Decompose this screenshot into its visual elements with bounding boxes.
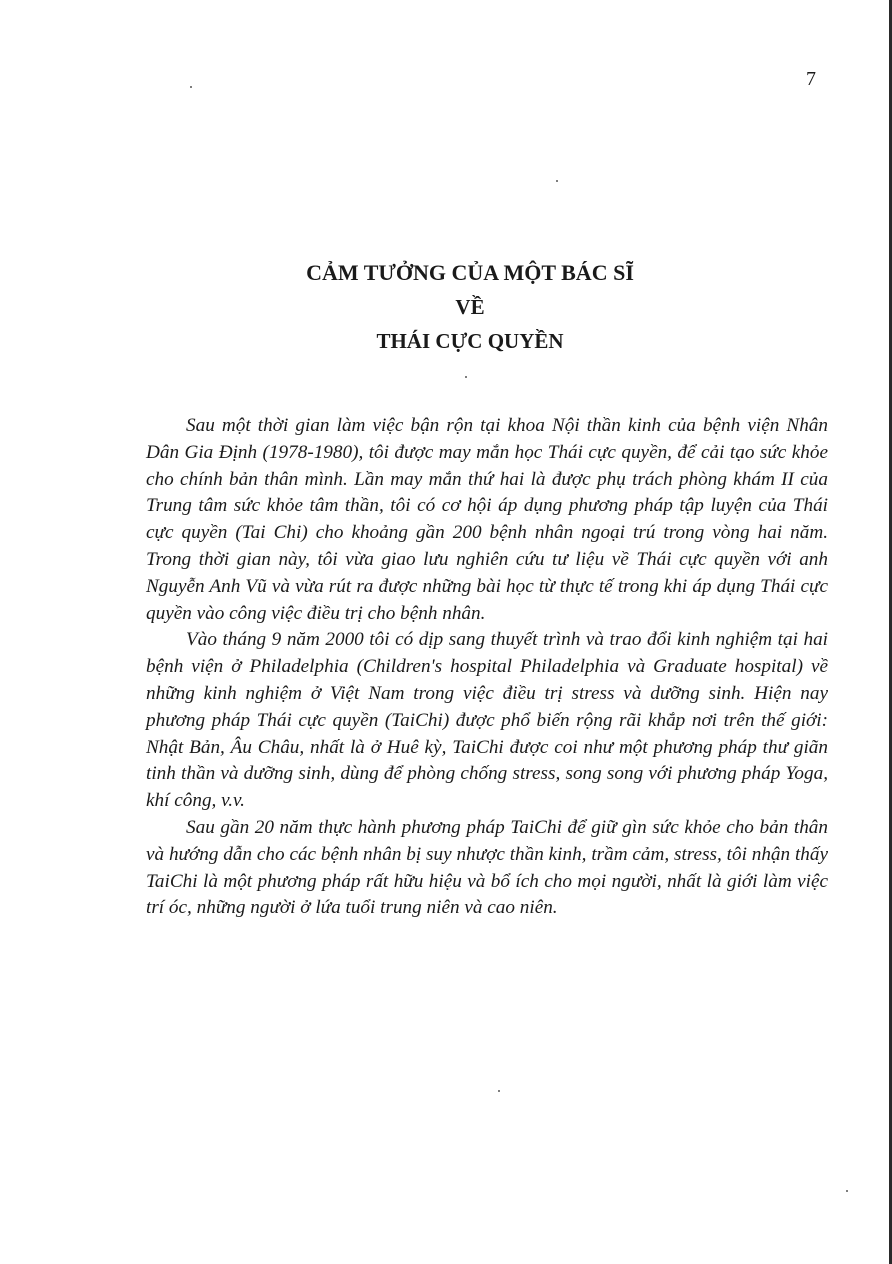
title-line-1: CẢM TƯỞNG CỦA MỘT BÁC SĨ bbox=[306, 260, 634, 285]
paragraph-2: Vào tháng 9 năm 2000 tôi có dịp sang thuyết trình và trao đổi kinh nghiệm tại hai bệnh viện ở Philadelphia (Children's hospital Philadelphia và Graduate hospital) về những kinh nghiệm ở Việt Nam trong việc điều trị stress và dưỡng sinh. Hiện nay phương pháp Thái cực quyền (TaiChi) được phổ biến rộng rãi khắp nơi trên thế giới: Nhật Bản, Âu Châu, nhất là ở Huê kỳ, TaiChi được coi như một phương pháp thư giãn tinh thần và dưỡng sinh, dùng để phòng chống stress, song song với phương pháp Yoga, khí công, v.v. bbox=[146, 629, 828, 812]
chapter-title bbox=[180, 256, 760, 358]
scan-speck bbox=[498, 1090, 500, 1092]
scan-speck bbox=[465, 376, 467, 378]
scan-speck bbox=[846, 1190, 848, 1192]
scan-speck bbox=[190, 86, 192, 88]
body-text bbox=[146, 413, 828, 922]
paragraph-3: Sau gần 20 năm thực hành phương pháp TaiChi để giữ gìn sức khỏe cho bản thân và hướng dẫn cho các bệnh nhân bị suy nhược thần kinh, trầm cảm, stress, tôi nhận thấy TaiChi là một phương pháp rất hữu hiệu và bổ ích cho mọi người, nhất là giới làm việc trí óc, những người ở lứa tuổi trung niên và cao niên. bbox=[146, 816, 828, 919]
paragraph-1: Sau một thời gian làm việc bận rộn tại khoa Nội thần kinh của bệnh viện Nhân Dân Gia Định (1978-1980), tôi được may mắn học Thái cực quyền, để cải tạo sức khỏe cho chính bản thân mình. Lần may mắn thứ hai là được phụ trách phòng khám II của Trung tâm sức khỏe tâm thần, tôi có cơ hội áp dụng phương pháp tập luyện của Thái cực quyền (Tai Chi) cho khoảng gần 200 bệnh nhân ngoại trú trong vòng hai năm. Trong thời gian này, tôi vừa giao lưu nghiên cứu tư liệu về Thái cực quyền với anh Nguyễn Anh Vũ và vừa rút ra được những bài học từ thực tế trong khi áp dụng Thái cực quyền vào công việc điều trị cho bệnh nhân. bbox=[146, 415, 828, 624]
title-line-2: VỀ bbox=[455, 295, 485, 319]
page-number: 7 bbox=[806, 68, 816, 90]
title-line-3: THÁI CỰC QUYỀN bbox=[376, 329, 564, 353]
scan-speck bbox=[556, 180, 558, 182]
